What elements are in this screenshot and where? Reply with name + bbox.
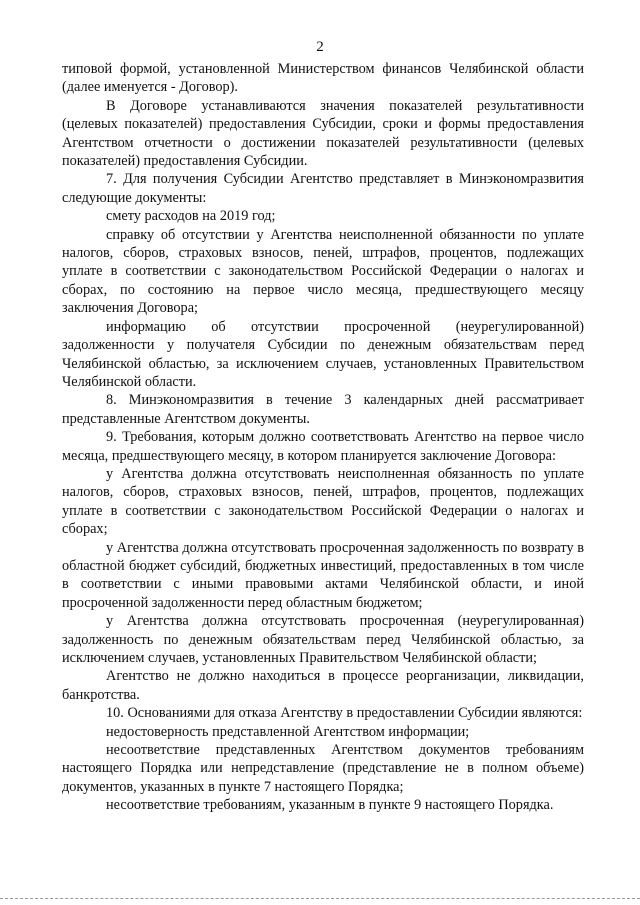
paragraph-requirement-reorganization: Агентство не должно находиться в процессе реорганизации, ликвидации, банкротства. xyxy=(62,668,584,703)
paragraph-refusal-requirements: несоответствие требованиям, указанным в пункте 9 настоящего Порядка. xyxy=(106,797,554,814)
paragraph-cost-estimate: смету расходов на 2019 год; xyxy=(106,208,276,225)
paragraph-debt-information: информацию об отсутствии просроченной (неурегулированной) задолженности у получателя Субсидии по денежным обязательствам перед Челябинской областью, за исключением случаев, установленных Правительством Челябинской области. xyxy=(62,318,584,390)
paragraph-requirement-obligations: у Агентства должна отсутствовать просроченная (неурегулированная) задолженность по денежным обязательствам перед Челябинской областью, за исключением случаев, установленных Правительством Челябинской области; xyxy=(62,613,584,666)
paragraph-agreement-indicators: В Договоре устанавливаются значения показателей результативности (целевых показателей) предоставления Субсидии, сроки и формы предоставления Агентством отчетности о достижении показателей результативности (целевых показателей) предоставления Субсидии. xyxy=(62,97,584,170)
paragraph-requirement-budget-debt: у Агентства должна отсутствовать просроченная задолженность по возврату в областной бюджет субсидий, бюджетных инвестиций, предоставленных в том числе в соответствии с иными правовыми актами Челябинской области, и иной просроченной задолженности перед областным бюджетом; xyxy=(62,539,584,611)
paragraph-refusal-nonconforming-documents: несоответствие представленных Агентством документов требованиям настоящего Порядка или непредставление (представление не в полном объеме) документов, указанных в пункте 7 настоящего Порядка; xyxy=(62,742,584,795)
paragraph-tax-certificate: справку об отсутствии у Агентства неисполненной обязанности по уплате налогов, сборов, страховых взносов, пеней, штрафов, процентов, подлежащих уплате в соответствии с законодательством Российской Федерации о налогах и сборах, по состоянию на первое число месяца, предшествующего месяцу заключения Договора; xyxy=(62,226,584,317)
page-bottom-edge xyxy=(0,898,640,899)
paragraph-requirement-taxes: у Агентства должна отсутствовать неисполненная обязанность по уплате налогов, сборов, страховых взносов, пеней, штрафов, процентов, подлежащих уплате в соответствии с законодательством Российской Федерации о налогах и сборах; xyxy=(62,465,584,538)
paragraph-item-10: 10. Основаниями для отказа Агентству в предоставлении Субсидии являются: xyxy=(106,705,583,722)
paragraph-item-9: 9. Требования, которым должно соответствовать Агентство на первое число месяца, предшествующего месяцу, в котором планируется заключение Договора: xyxy=(62,429,584,464)
paragraph-item-8: 8. Минэкономразвития в течение 3 календарных дней рассматривает представленные Агентством документы. xyxy=(62,392,584,427)
document-body xyxy=(62,60,584,815)
paragraph-item-7: 7. Для получения Субсидии Агентство представляет в Минэкономразвития следующие документы: xyxy=(62,171,584,206)
paragraph-continuation: типовой формой, установленной Министерством финансов Челябинской области (далее именуется - Договор). xyxy=(62,61,584,96)
paragraph-refusal-unreliable-info: недостоверность представленной Агентством информации; xyxy=(106,723,470,740)
page-number: 2 xyxy=(316,39,324,55)
